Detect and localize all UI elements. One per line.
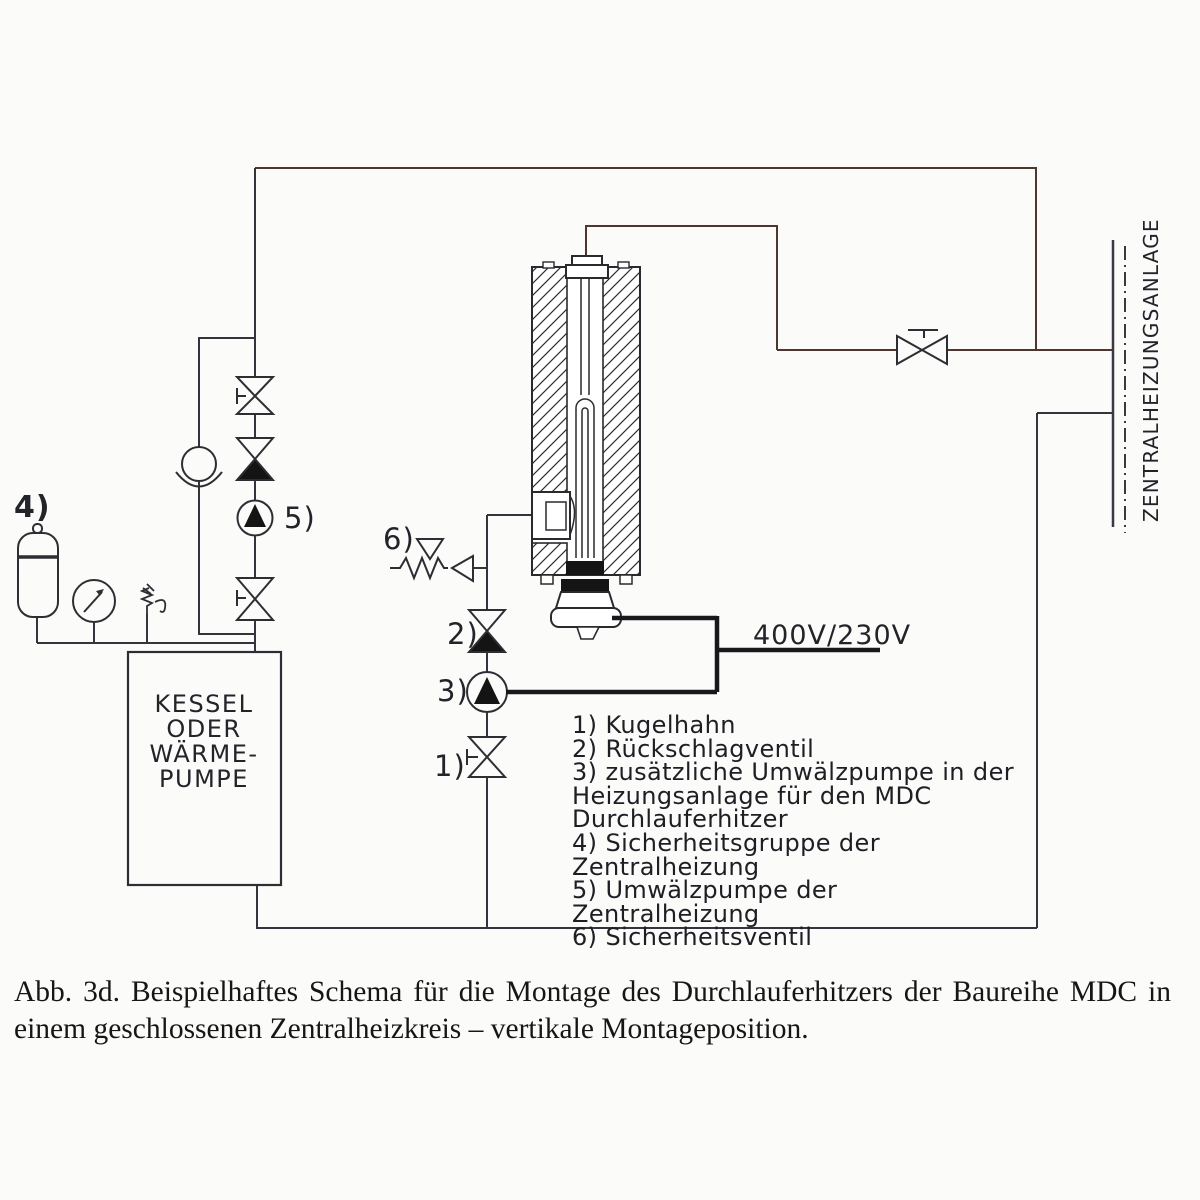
pipe-top-run bbox=[255, 168, 1036, 350]
check-valve-left bbox=[237, 438, 273, 480]
shutoff-valve-lower bbox=[237, 578, 273, 620]
pump-3 bbox=[467, 672, 507, 712]
callout-6: 6) bbox=[383, 522, 415, 556]
legend-line: 2) Rückschlagventil bbox=[572, 734, 815, 763]
legend-line: 1) Kugelhahn bbox=[572, 711, 736, 739]
central-heating-valve bbox=[897, 330, 947, 364]
shutoff-valve-upper bbox=[237, 377, 273, 414]
callout-3: 3) bbox=[437, 674, 469, 708]
supply-pipes bbox=[255, 168, 1113, 350]
caption-line2: einem geschlossenen Zentralheizkreis – vertikale Montageposition. bbox=[14, 1013, 809, 1045]
boiler-label-line1: KESSEL bbox=[154, 690, 254, 718]
expansion-vessel bbox=[18, 533, 58, 617]
callout-1: 1) bbox=[434, 749, 466, 783]
central-heating-boundary bbox=[1113, 218, 1163, 533]
legend bbox=[572, 711, 1022, 952]
heater-side-port bbox=[532, 492, 575, 539]
ball-valve-1 bbox=[467, 737, 505, 777]
legend-line: 6) Sicherheitsventil bbox=[572, 923, 813, 952]
vessel-nipple bbox=[33, 524, 42, 533]
boiler-label-line2: ODER bbox=[166, 715, 242, 743]
safety-group bbox=[18, 524, 165, 622]
air-vent-symbol bbox=[176, 447, 222, 487]
pump-5 bbox=[238, 501, 273, 536]
caption-line1: Abb. 3d. Beispielhaftes Schema für die Montage des Durchlauferhitzers der Baureihe MDC in bbox=[14, 976, 1171, 1008]
small-safety-valve-icon bbox=[142, 584, 165, 614]
legend-line: 4) Sicherheitsgruppe der Zentralheizung bbox=[572, 828, 880, 881]
boiler bbox=[128, 652, 281, 885]
boiler-label-line4: PUMPE bbox=[159, 765, 249, 793]
legend-line: 5) Umwälzpumpe der Zentralheizung bbox=[572, 876, 838, 928]
legend-line: 3) zusätzliche Umwälzpumpe in der bbox=[572, 758, 1015, 787]
figure-caption bbox=[14, 974, 1171, 1048]
callout-2: 2) bbox=[447, 617, 479, 651]
voltage-label: 400V/230V bbox=[753, 620, 912, 651]
callout-5: 5) bbox=[284, 501, 316, 535]
boiler-label-line3: WÄRME- bbox=[149, 740, 259, 768]
central-heating-label: ZENTRALHEIZUNGSANLAGE bbox=[1139, 218, 1163, 522]
legend-line: Heizungsanlage für den MDC bbox=[572, 781, 932, 810]
callout-4: 4) bbox=[14, 490, 51, 525]
legend-line: Durchlauferhitzer bbox=[572, 805, 789, 834]
mdc-heater bbox=[532, 256, 640, 639]
